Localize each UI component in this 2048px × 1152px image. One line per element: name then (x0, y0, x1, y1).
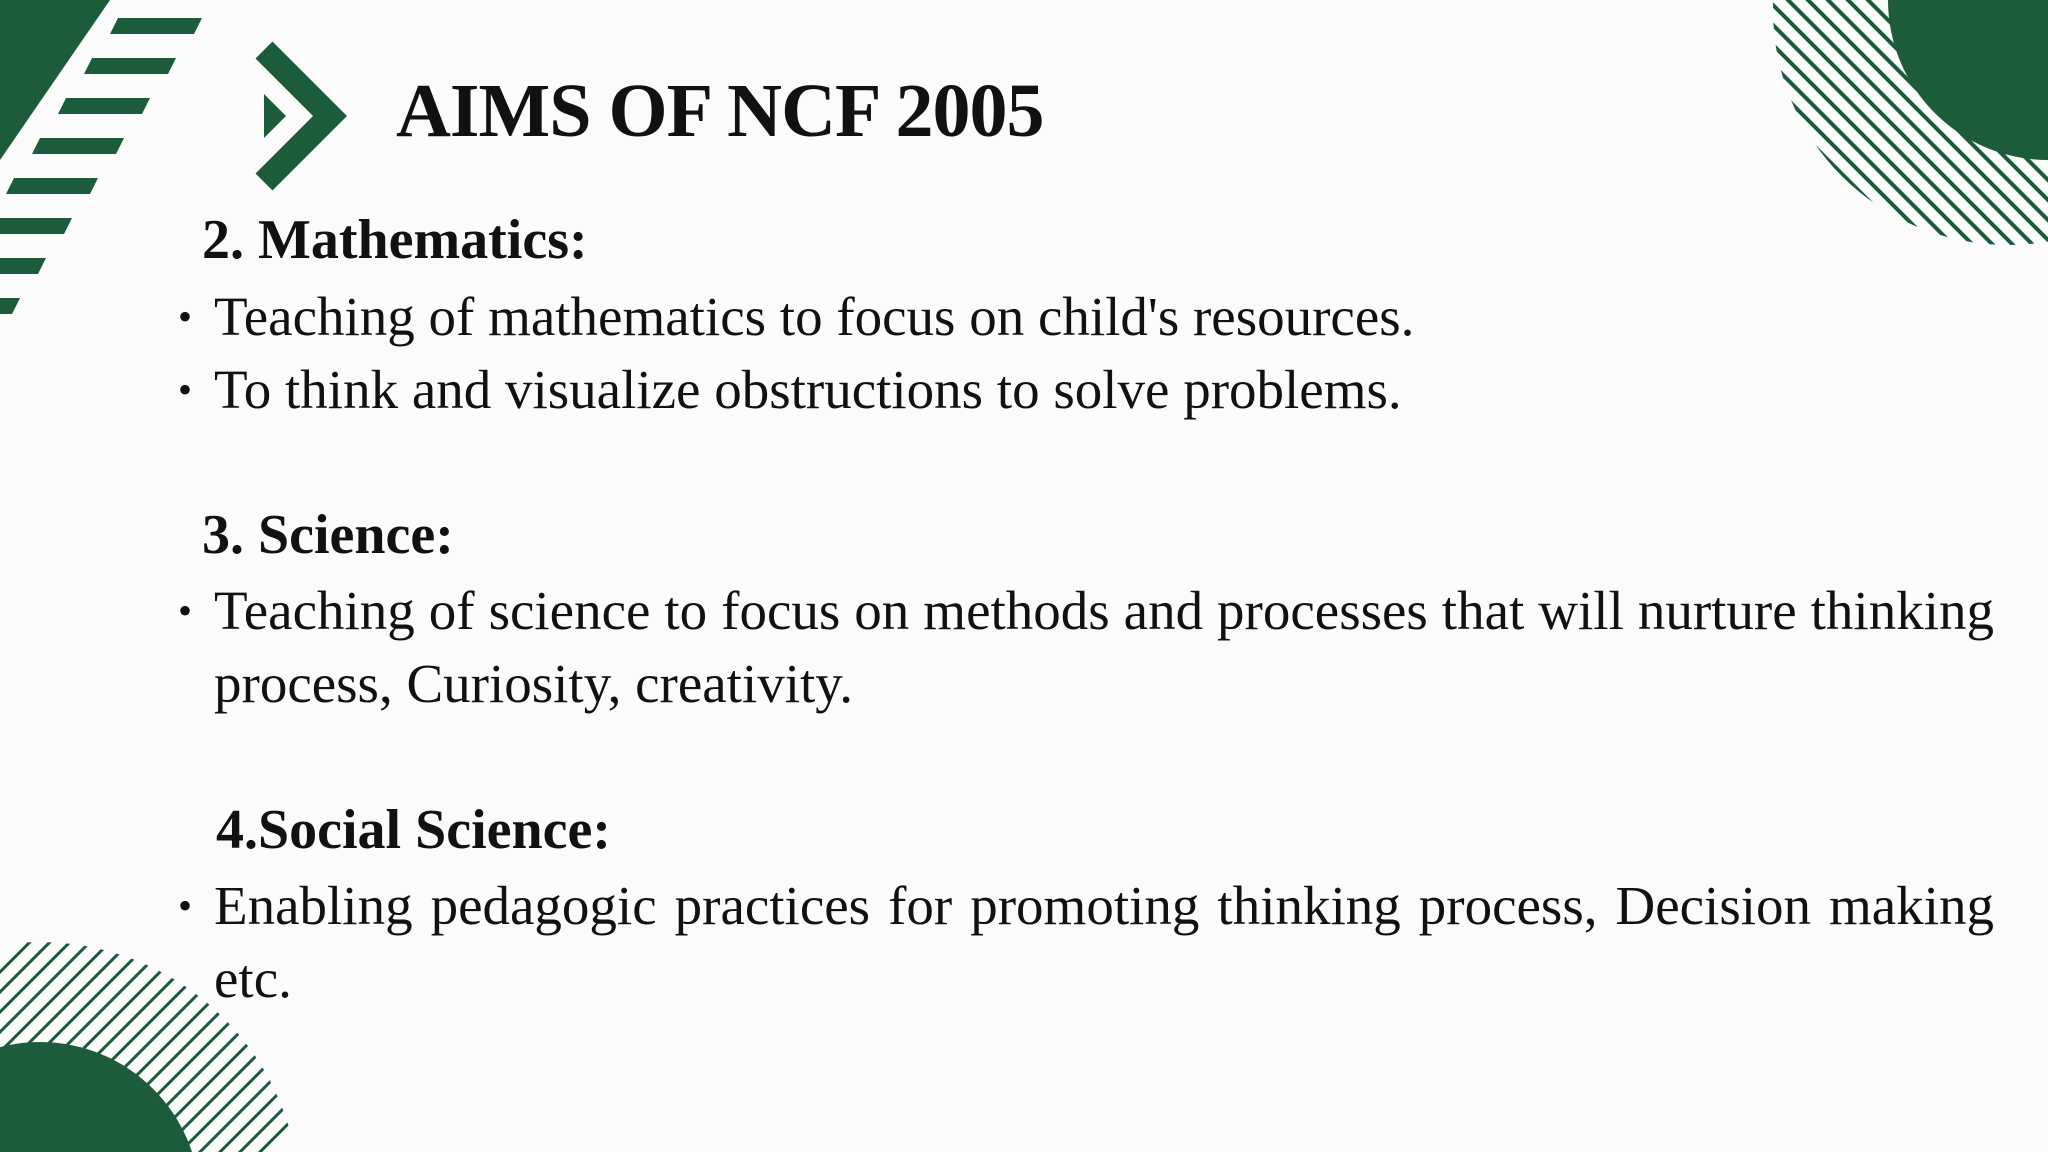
list-item-text: Enabling pedagogic practices for promoting thinking process, Decision making etc. (214, 875, 1994, 1009)
bullet-icon: • (178, 883, 193, 928)
list-item (178, 280, 1994, 353)
section-heading-social-science: 4.Social Science: (216, 799, 612, 861)
bullet-icon: • (178, 588, 193, 633)
list-item-text: To think and visualize obstructions to solve problems. (214, 359, 1402, 420)
list-item (178, 869, 1994, 1015)
list-item-text: Teaching of science to focus on methods and processes that will nurture thinking process, Curiosity, creativity. (214, 580, 1994, 714)
slide-title: AIMS OF NCF 2005 (396, 69, 1044, 153)
bullet-icon: • (178, 367, 193, 412)
chevron-right-icon (250, 38, 350, 193)
corner-circle-top-right (1748, 0, 2048, 250)
list-item (178, 353, 1994, 426)
bullet-icon: • (178, 294, 193, 339)
list-item (178, 574, 1994, 720)
section-heading-mathematics: 2. Mathematics: (202, 209, 588, 271)
section-heading-science: 3. Science: (202, 504, 454, 566)
list-item-text: Teaching of mathematics to focus on child's resources. (214, 286, 1415, 347)
